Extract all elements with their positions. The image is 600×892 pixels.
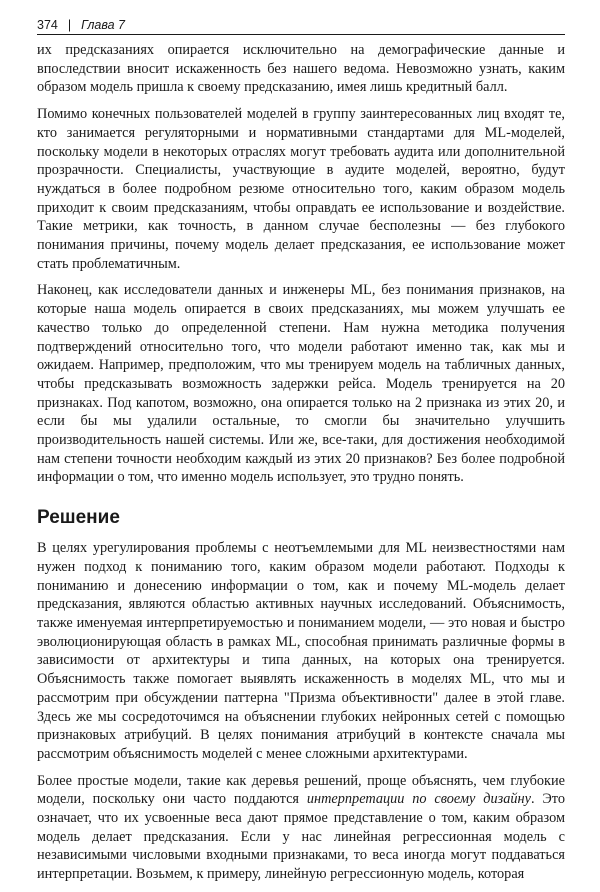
paragraph: их предсказаниях опирается исключительно на демографические данные и впоследствии вносит искаженность без нашего ведома. Невозможно узнать, каким образом модель пришла к своему предсказанию, имея лишь кредитный балл.: [37, 42, 565, 96]
page-number: 374: [37, 18, 58, 32]
text-run: Более простые модели, такие как деревья решений, проще объяснять, чем глубокие модели, поскольку они часто поддаются: [37, 772, 565, 808]
running-header: [37, 15, 565, 35]
page-body: [37, 41, 565, 892]
paragraph: Наконец, как исследователи данных и инженеры ML, без понимания признаков, на которые наша модель опирается в своих предсказаниях, мы можем улучшать ее качество только до определенной степени. Нам нужна методика получения подтверждений относительно того, что модели работают именно так, как мы и ожидаем. Например, предположим, что мы тренируем модель на табличных данных, чтобы предсказывать возможность задержки рейса. Модель тренируется на 20 признаках. Под капотом, возможно, она опирается только на 2 признака из этих 20, и если бы мы удалили остальные, то смогли бы значительно улучшить производительность нашей системы. Или же, все-таки, для достижения необходимой нам степени точности необходим каждый из этих 20 признаков? Без более подробной информации о том, что именно модель использует, это трудно понять.: [37, 282, 565, 486]
paragraph: Помимо конечных пользователей моделей в группу заинтересованных лиц входят те, кто занимается регуляторными и нормативными стандартами для ML-моделей, поскольку модели в некоторых отраслях могут требовать аудита или дополнительной прозрачности. Специалисты, участвующие в аудите моделей, вероятно, будут нуждаться в более подробном резюме относительно того, каким образом модель приходит к своим предсказаниям, чтобы оправдать ее использование и воздействие. Такие метрики, как точность, в данном случае бесполезны — без глубокого понимания причины, почему модель делает предсказания, ее использование может стать проблематичным.: [37, 106, 565, 272]
header-separator: |: [67, 18, 72, 32]
paragraph: В целях урегулирования проблемы с неотъемлемыми для ML неизвестностями нам нужен подход к пониманию того, каким образом модели работают. Подходы к пониманию и донесению информации о том, как и почему ML-модель делает предсказания, являются областью активных научных исследований. Объяснимость, также именуемая интерпретируемостью и пониманием модели, — это новая и быстро эволюционирующая область в рамках ML, способная принимать различные формы в зависимости от архитектуры и типа данных, на которых она тренируется. Объяснимость также помогает выявлять искаженность в моделях ML, что мы и рассмотрим при обсуждении паттерна "Призма объективности" далее в этой главе. Здесь же мы сосредоточимся на объяснении глубоких нейронных сетей с помощью признаковых атрибуций. В целях понимания атрибуций в контексте сначала мы рассмотрим объяснимость моделей с менее сложными архитектурами.: [37, 540, 565, 762]
section-heading: Решение: [37, 507, 120, 529]
chapter-title: Глава 7: [81, 18, 125, 32]
text-run: . Это означает, что их усвоенные веса дают прямое представление о том, каким образом модель делает предсказания. Если у нас линейная регрессионная модель с независимыми числовыми входными признаками, то веса иногда могут поддаваться интерпретации. Возьмем, к примеру, линейную регрессионную модель, которая: [37, 791, 565, 883]
emphasized-term: интерпретации по своему дизайну: [306, 791, 531, 808]
